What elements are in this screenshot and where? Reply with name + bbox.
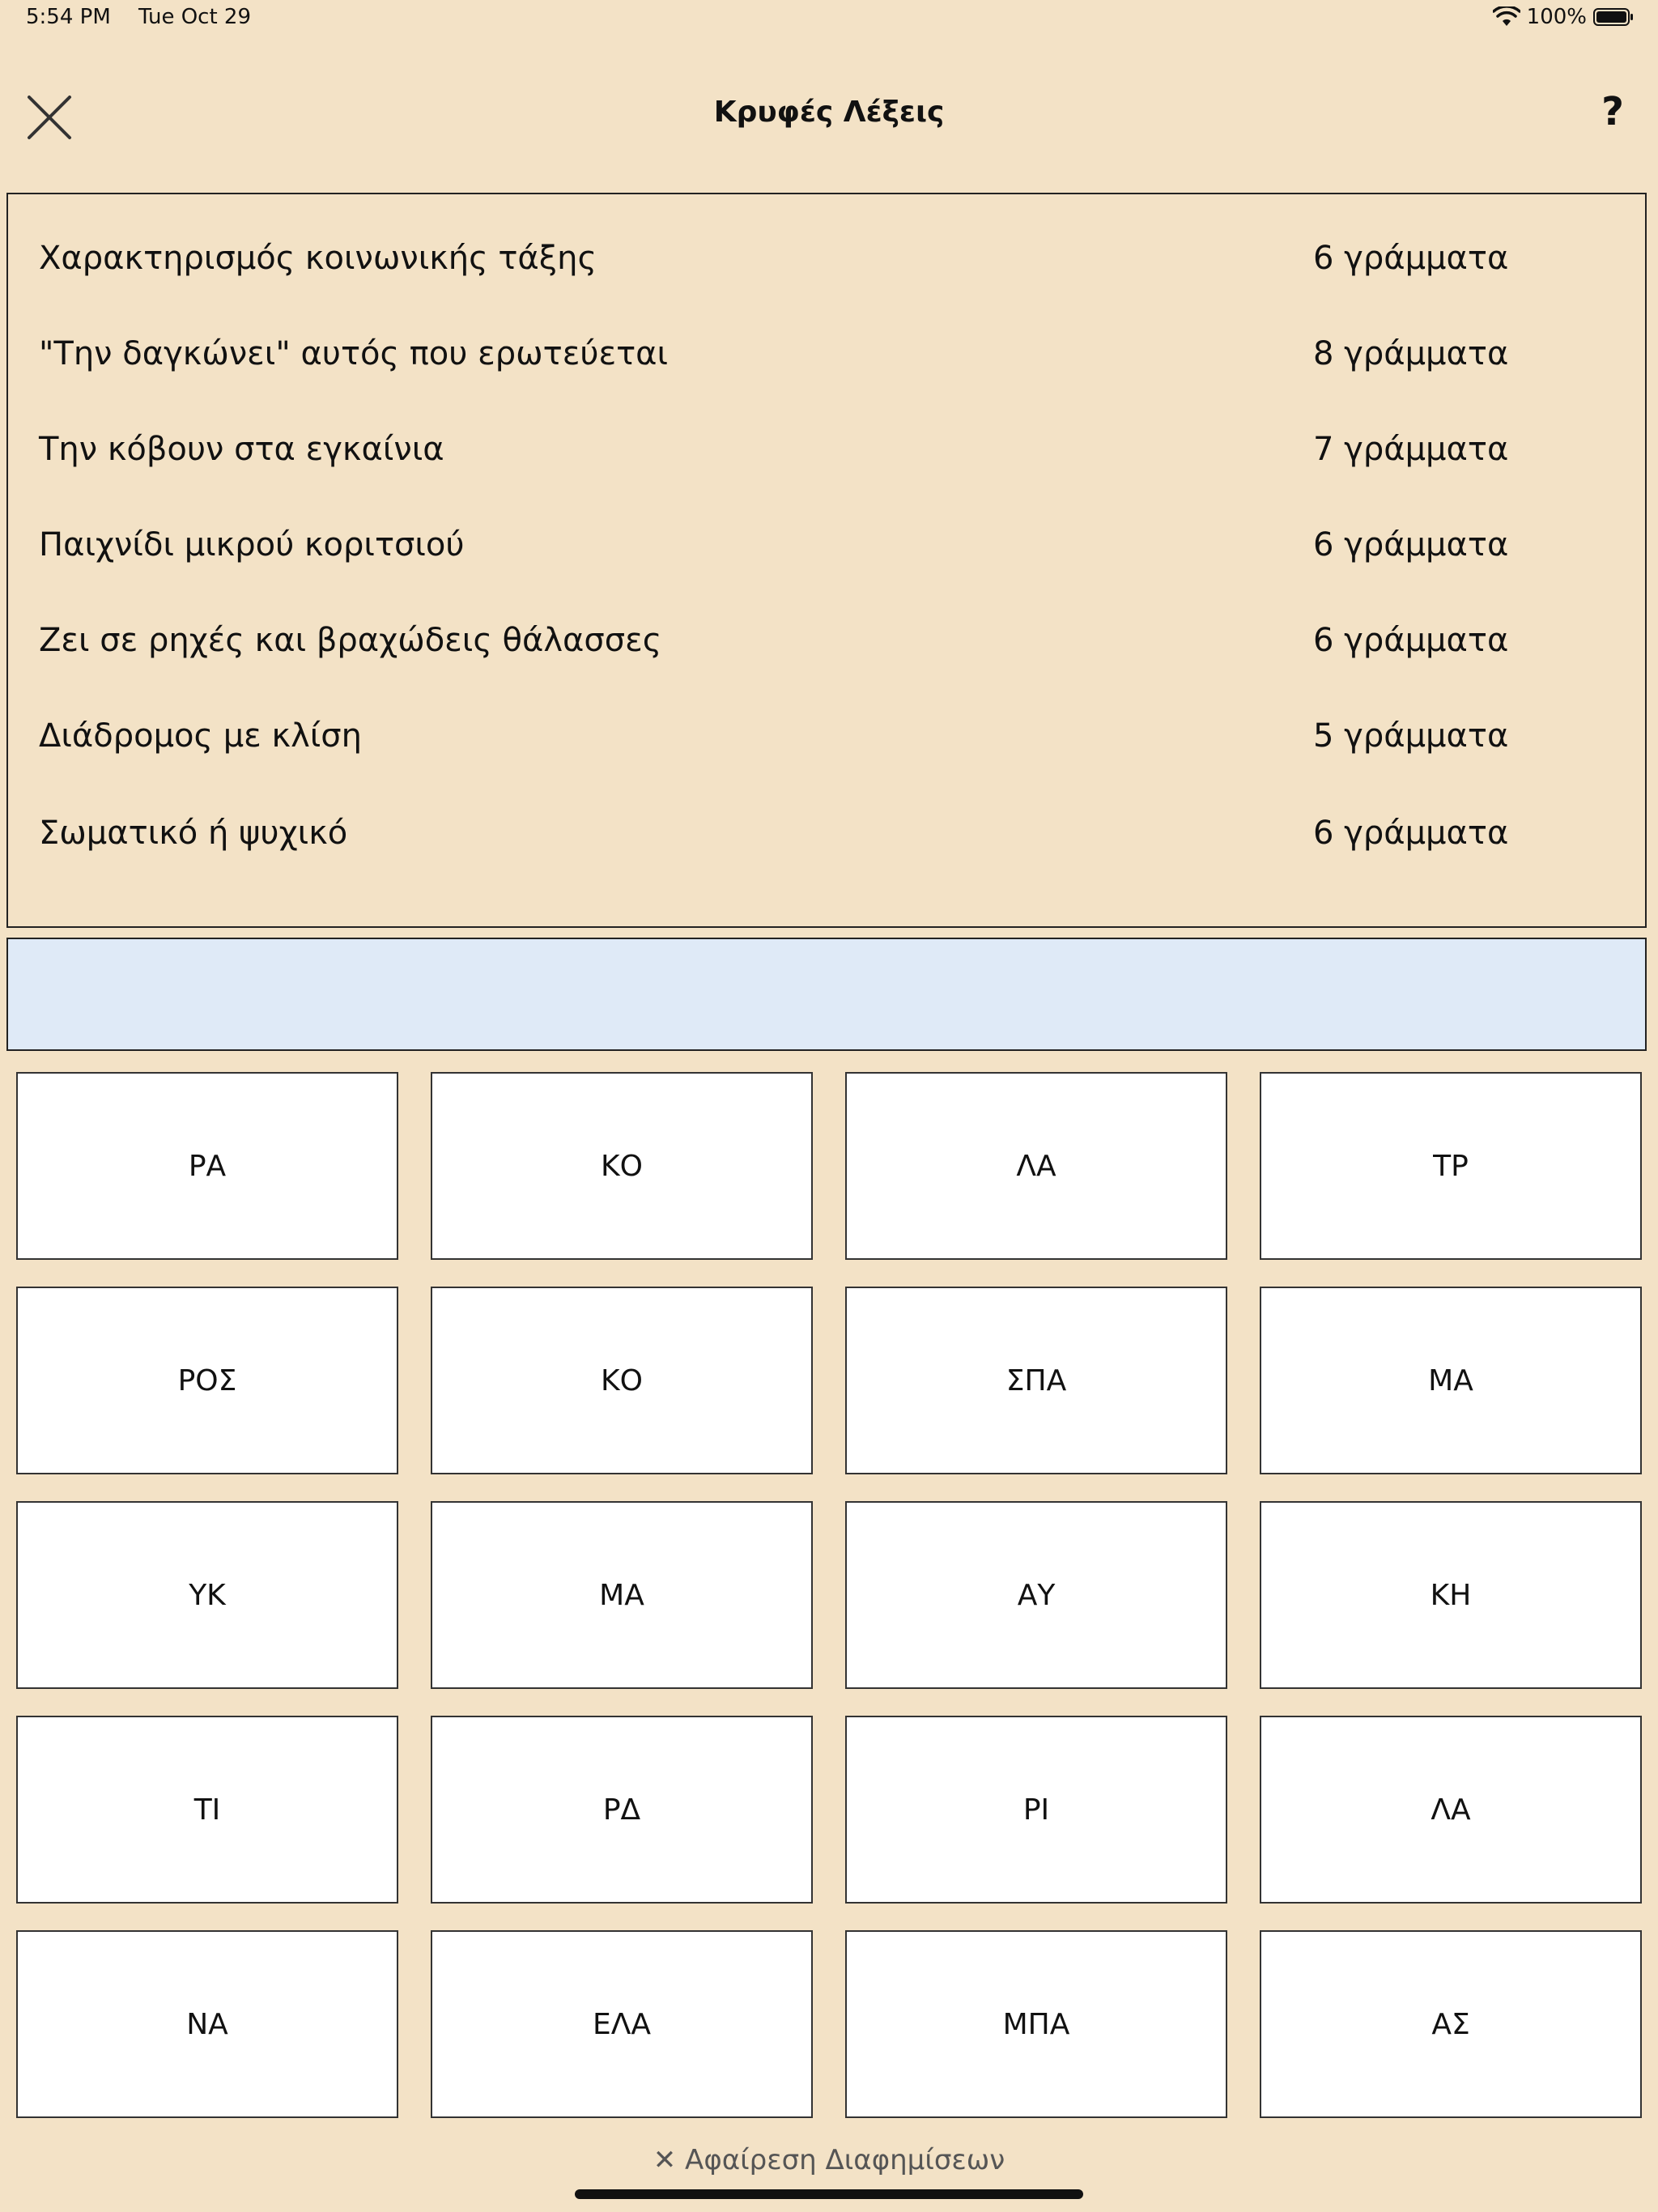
status-bar	[0, 0, 1658, 39]
status-time: 5:54 PM	[26, 5, 111, 29]
syllable-tile[interactable]: ΡΔ	[431, 1716, 813, 1904]
syllable-tile[interactable]: ΤΙ	[16, 1716, 398, 1904]
wifi-icon	[1493, 6, 1520, 28]
help-button[interactable]: ?	[1601, 89, 1624, 134]
clue-text: Χαρακτηρισμός κοινωνικής τάξης	[39, 240, 597, 277]
clue-length: 6 γράμματα	[1313, 526, 1509, 564]
syllable-tile[interactable]: ΑΥ	[845, 1501, 1227, 1689]
clue-text: Την κόβουν στα εγκαίνια	[39, 431, 444, 468]
clue-text: "Την δαγκώνει" αυτός που ερωτεύεται	[39, 335, 669, 372]
clue-row	[8, 701, 1645, 766]
syllable-tile[interactable]: ΚΟ	[431, 1287, 813, 1474]
syllable-tile[interactable]: ΡΑ	[16, 1072, 398, 1260]
syllable-tile[interactable]: ΡΟΣ	[16, 1287, 398, 1474]
syllable-tile[interactable]: ΕΛΑ	[431, 1930, 813, 2118]
clue-length: 6 γράμματα	[1313, 240, 1509, 277]
clue-text: Διάδρομος με κλίση	[39, 717, 362, 755]
status-indicators	[1493, 5, 1634, 29]
clue-length: 6 γράμματα	[1313, 622, 1509, 659]
clue-text: Παιχνίδι μικρού κοριτσιού	[39, 526, 465, 564]
syllable-tile[interactable]: ΥΚ	[16, 1501, 398, 1689]
clue-row	[8, 606, 1645, 670]
syllable-tile[interactable]: ΡΙ	[845, 1716, 1227, 1904]
home-indicator[interactable]	[575, 2189, 1083, 2199]
clue-length: 7 γράμματα	[1313, 431, 1509, 468]
syllable-tile[interactable]: ΣΠΑ	[845, 1287, 1227, 1474]
syllable-tile[interactable]: ΛΑ	[1260, 1716, 1642, 1904]
syllable-tile[interactable]: ΜΑ	[1260, 1287, 1642, 1474]
syllable-tile[interactable]: ΝΑ	[16, 1930, 398, 2118]
answer-bar[interactable]	[6, 938, 1647, 1051]
clue-row	[8, 223, 1645, 288]
syllable-tile[interactable]: ΑΣ	[1260, 1930, 1642, 2118]
status-time-date	[26, 5, 251, 29]
clue-length: 8 γράμματα	[1313, 335, 1509, 372]
clue-text: Ζει σε ρηχές και βραχώδεις θάλασσες	[39, 622, 662, 659]
syllable-tile[interactable]: ΜΑ	[431, 1501, 813, 1689]
battery-icon	[1593, 8, 1634, 26]
status-date: Tue Oct 29	[138, 5, 252, 29]
clue-text: Σωματικό ή ψυχικό	[39, 815, 348, 852]
page-title: Κρυφές Λέξεις	[713, 96, 945, 129]
clue-row	[8, 510, 1645, 575]
syllable-tile[interactable]: ΚΗ	[1260, 1501, 1642, 1689]
clue-length: 5 γράμματα	[1313, 717, 1509, 755]
syllable-tile[interactable]: ΚΟ	[431, 1072, 813, 1260]
clue-row	[8, 798, 1645, 863]
clue-length: 6 γράμματα	[1313, 815, 1509, 852]
syllable-tile[interactable]: ΤΡ	[1260, 1072, 1642, 1260]
remove-ads-button[interactable]: ✕ Αφαίρεση Διαφημίσεων	[653, 2144, 1005, 2176]
clue-row	[8, 319, 1645, 384]
clues-panel	[6, 193, 1647, 928]
syllable-tile[interactable]: ΛΑ	[845, 1072, 1227, 1260]
syllable-tile[interactable]: ΜΠΑ	[845, 1930, 1227, 2118]
clue-row	[8, 415, 1645, 479]
battery-percent: 100%	[1526, 5, 1587, 29]
